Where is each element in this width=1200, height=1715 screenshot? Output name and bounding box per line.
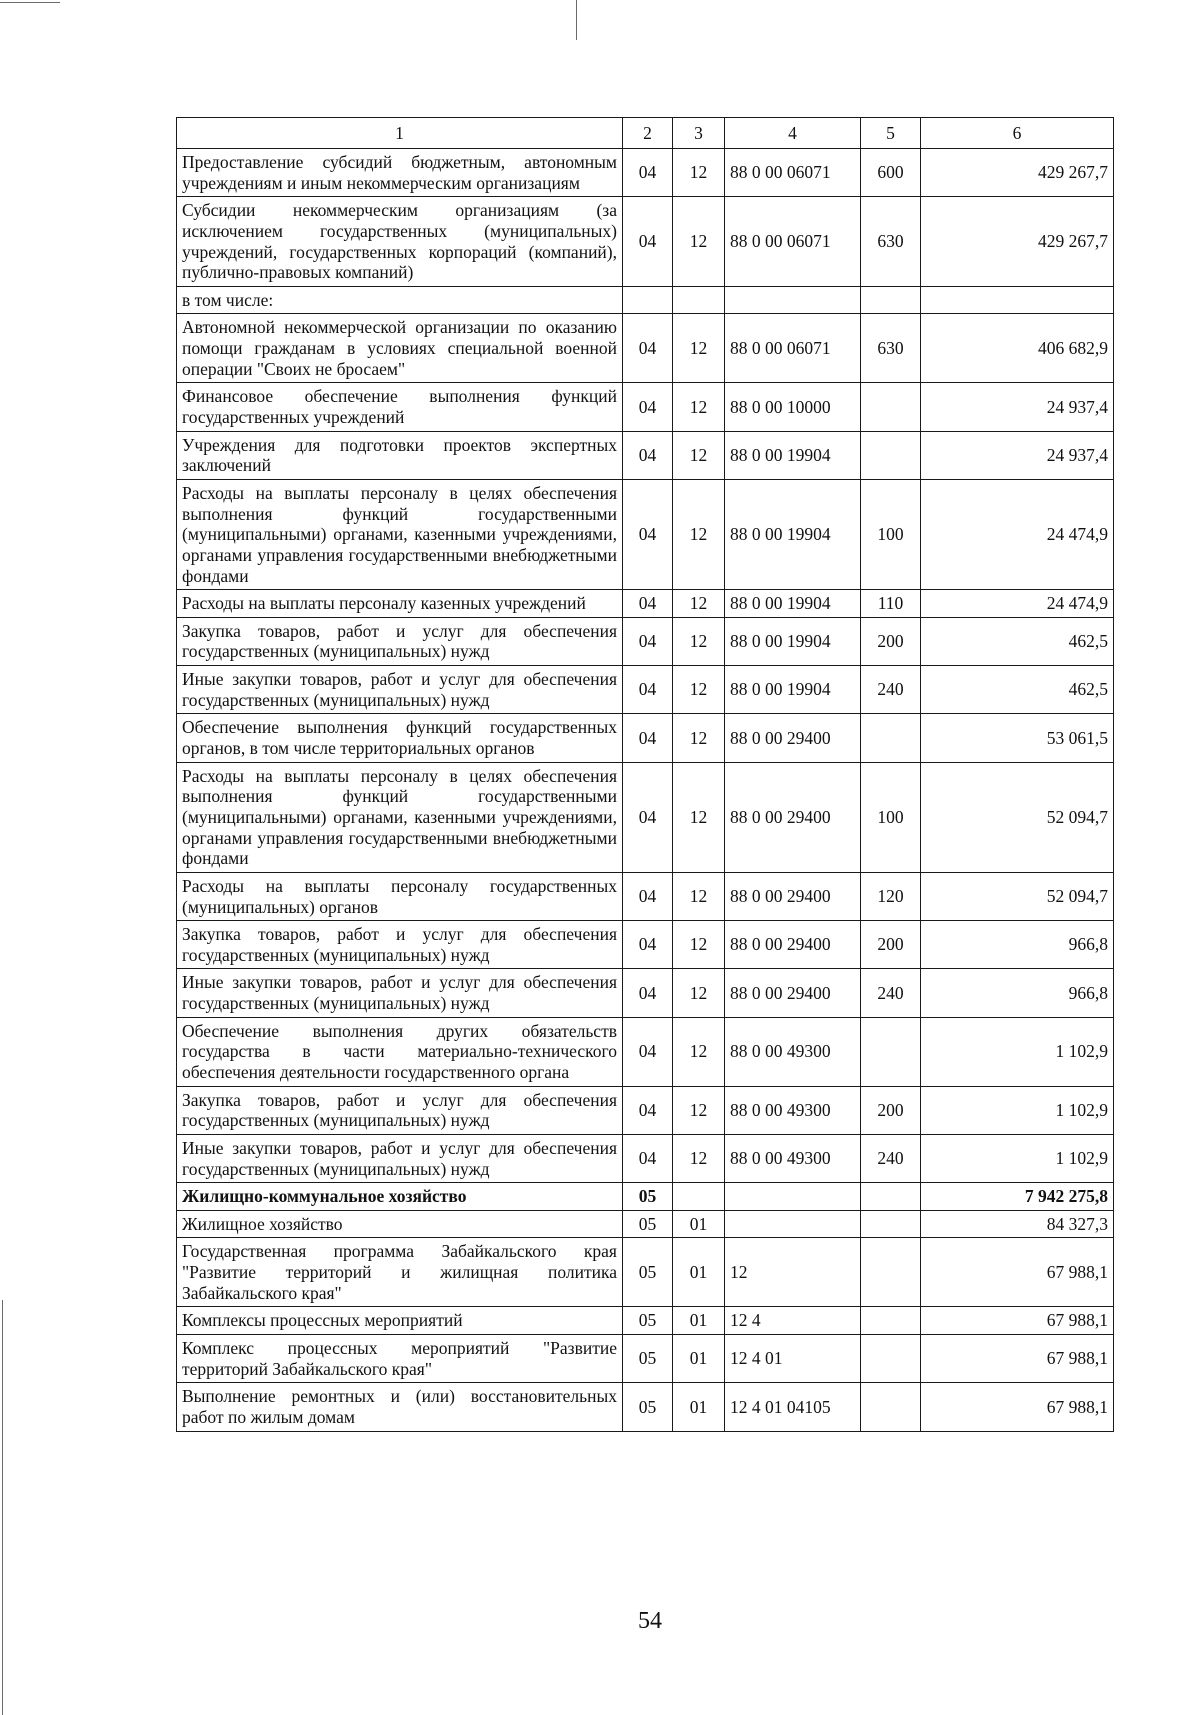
row-amount-cell: 24 474,9 (921, 590, 1114, 618)
table-row (177, 969, 1114, 1017)
header-col-4: 4 (725, 118, 861, 149)
row-subsection-cell: 12 (673, 921, 725, 969)
scan-artifact-left-edge (2, 1300, 3, 1715)
row-name-cell: Иные закупки товаров, работ и услуг для обеспечения государственных (муниципальных) нужд (177, 969, 623, 1017)
row-expense-type-cell: 100 (861, 479, 921, 589)
table-row (177, 714, 1114, 762)
table-row (177, 1210, 1114, 1238)
table-row (177, 666, 1114, 714)
row-section-cell (623, 286, 673, 314)
row-subsection-cell: 12 (673, 149, 725, 197)
page-number: 54 (638, 1608, 662, 1634)
row-amount-cell: 406 682,9 (921, 314, 1114, 383)
table-row (177, 1335, 1114, 1383)
row-section-cell: 04 (623, 149, 673, 197)
row-name-cell: Расходы на выплаты персоналу в целях обеспечения выполнения функций государственными (муниципальными) органами, казенными учреждениями, органами управления государственными внебюджетными фондами (177, 762, 623, 872)
row-subsection-cell: 12 (673, 666, 725, 714)
row-section-cell: 04 (623, 1134, 673, 1182)
row-expense-type-cell (861, 714, 921, 762)
row-subsection-cell: 12 (673, 969, 725, 1017)
row-expense-type-cell (861, 286, 921, 314)
row-section-cell: 04 (623, 590, 673, 618)
table-row (177, 921, 1114, 969)
table-row (177, 479, 1114, 589)
row-section-cell: 05 (623, 1210, 673, 1238)
row-subsection-cell: 12 (673, 1134, 725, 1182)
row-name-cell: Жилищно-коммунальное хозяйство (177, 1183, 623, 1211)
table-row (177, 1307, 1114, 1335)
row-subsection-cell: 12 (673, 590, 725, 618)
row-target-article-cell: 88 0 00 29400 (725, 762, 861, 872)
table-row (177, 617, 1114, 665)
row-expense-type-cell: 600 (861, 149, 921, 197)
row-section-cell: 04 (623, 479, 673, 589)
row-name-cell: Закупка товаров, работ и услуг для обеспечения государственных (муниципальных) нужд (177, 617, 623, 665)
row-section-cell: 04 (623, 969, 673, 1017)
row-expense-type-cell: 630 (861, 314, 921, 383)
row-amount-cell: 966,8 (921, 969, 1114, 1017)
row-amount-cell: 24 937,4 (921, 431, 1114, 479)
row-expense-type-cell: 120 (861, 872, 921, 920)
row-subsection-cell: 01 (673, 1210, 725, 1238)
row-subsection-cell: 12 (673, 762, 725, 872)
row-expense-type-cell (861, 1183, 921, 1211)
row-name-cell: Расходы на выплаты персоналу в целях обеспечения выполнения функций государственными (муниципальными) органами, казенными учреждениями, органами управления государственными внебюджетными фондами (177, 479, 623, 589)
row-subsection-cell (673, 286, 725, 314)
row-subsection-cell: 01 (673, 1335, 725, 1383)
table-row (177, 1383, 1114, 1431)
row-section-cell: 04 (623, 197, 673, 287)
row-amount-cell: 67 988,1 (921, 1238, 1114, 1307)
row-amount-cell: 53 061,5 (921, 714, 1114, 762)
row-subsection-cell: 12 (673, 383, 725, 431)
row-expense-type-cell (861, 1238, 921, 1307)
row-target-article-cell: 88 0 00 29400 (725, 714, 861, 762)
row-subsection-cell: 12 (673, 479, 725, 589)
header-col-2: 2 (623, 118, 673, 149)
row-target-article-cell (725, 1210, 861, 1238)
row-target-article-cell: 12 4 01 (725, 1335, 861, 1383)
table-row (177, 762, 1114, 872)
row-name-cell: Закупка товаров, работ и услуг для обеспечения государственных (муниципальных) нужд (177, 1086, 623, 1134)
row-amount-cell: 1 102,9 (921, 1017, 1114, 1086)
row-amount-cell: 462,5 (921, 666, 1114, 714)
row-target-article-cell: 88 0 00 29400 (725, 969, 861, 1017)
row-section-cell: 05 (623, 1183, 673, 1211)
row-target-article-cell: 12 4 01 04105 (725, 1383, 861, 1431)
row-target-article-cell: 12 (725, 1238, 861, 1307)
row-subsection-cell: 12 (673, 872, 725, 920)
scan-artifact-top-mark (576, 0, 577, 40)
row-target-article-cell: 88 0 00 10000 (725, 383, 861, 431)
row-amount-cell: 1 102,9 (921, 1086, 1114, 1134)
row-amount-cell: 84 327,3 (921, 1210, 1114, 1238)
row-expense-type-cell: 240 (861, 969, 921, 1017)
row-expense-type-cell (861, 1017, 921, 1086)
row-target-article-cell: 88 0 00 49300 (725, 1134, 861, 1182)
table-row (177, 1238, 1114, 1307)
row-section-cell: 04 (623, 714, 673, 762)
row-target-article-cell: 88 0 00 19904 (725, 479, 861, 589)
row-name-cell: Обеспечение выполнения функций государственных органов, в том числе территориальных органов (177, 714, 623, 762)
table-row (177, 431, 1114, 479)
row-expense-type-cell (861, 1210, 921, 1238)
row-target-article-cell: 88 0 00 49300 (725, 1017, 861, 1086)
row-section-cell: 04 (623, 617, 673, 665)
row-target-article-cell: 88 0 00 19904 (725, 431, 861, 479)
table-row (177, 590, 1114, 618)
row-expense-type-cell (861, 1307, 921, 1335)
table-row (177, 1183, 1114, 1211)
row-section-cell: 05 (623, 1383, 673, 1431)
row-subsection-cell: 01 (673, 1307, 725, 1335)
row-expense-type-cell: 110 (861, 590, 921, 618)
row-amount-cell: 429 267,7 (921, 197, 1114, 287)
row-amount-cell: 52 094,7 (921, 872, 1114, 920)
row-section-cell: 04 (623, 666, 673, 714)
table-row (177, 149, 1114, 197)
table-row (177, 197, 1114, 287)
table-row (177, 1017, 1114, 1086)
row-expense-type-cell: 240 (861, 666, 921, 714)
row-amount-cell: 52 094,7 (921, 762, 1114, 872)
row-section-cell: 04 (623, 314, 673, 383)
row-expense-type-cell (861, 431, 921, 479)
row-amount-cell: 7 942 275,8 (921, 1183, 1114, 1211)
row-amount-cell (921, 286, 1114, 314)
row-name-cell: Закупка товаров, работ и услуг для обеспечения государственных (муниципальных) нужд (177, 921, 623, 969)
row-subsection-cell: 12 (673, 197, 725, 287)
table-header-row (177, 118, 1114, 149)
row-expense-type-cell: 200 (861, 1086, 921, 1134)
row-expense-type-cell: 240 (861, 1134, 921, 1182)
table-row (177, 383, 1114, 431)
row-amount-cell: 67 988,1 (921, 1307, 1114, 1335)
row-name-cell: Предоставление субсидий бюджетным, автономным учреждениям и иным некоммерческим организациям (177, 149, 623, 197)
row-subsection-cell: 12 (673, 1086, 725, 1134)
table-row (177, 872, 1114, 920)
row-subsection-cell: 01 (673, 1238, 725, 1307)
row-name-cell: Субсидии некоммерческим организациям (за исключением государственных (муниципальных) учреждений, государственных корпораций (компаний), публично-правовых компаний) (177, 197, 623, 287)
row-subsection-cell: 12 (673, 314, 725, 383)
row-name-cell: Расходы на выплаты персоналу казенных учреждений (177, 590, 623, 618)
row-expense-type-cell (861, 1335, 921, 1383)
budget-table (176, 117, 1114, 1432)
header-col-1: 1 (177, 118, 623, 149)
table-row (177, 286, 1114, 314)
row-target-article-cell: 88 0 00 06071 (725, 314, 861, 383)
row-section-cell: 04 (623, 431, 673, 479)
row-name-cell: Расходы на выплаты персоналу государственных (муниципальных) органов (177, 872, 623, 920)
row-expense-type-cell: 100 (861, 762, 921, 872)
row-subsection-cell: 12 (673, 1017, 725, 1086)
row-name-cell: Комплексы процессных мероприятий (177, 1307, 623, 1335)
row-name-cell: Государственная программа Забайкальского края "Развитие территорий и жилищная политика Забайкальского края" (177, 1238, 623, 1307)
row-name-cell: Комплекс процессных мероприятий "Развитие территорий Забайкальского края" (177, 1335, 623, 1383)
row-target-article-cell: 88 0 00 49300 (725, 1086, 861, 1134)
row-name-cell: Жилищное хозяйство (177, 1210, 623, 1238)
row-section-cell: 04 (623, 1086, 673, 1134)
header-col-3: 3 (673, 118, 725, 149)
row-section-cell: 04 (623, 1017, 673, 1086)
row-subsection-cell: 12 (673, 617, 725, 665)
table-row (177, 1134, 1114, 1182)
header-col-6: 6 (921, 118, 1114, 149)
row-amount-cell: 429 267,7 (921, 149, 1114, 197)
row-target-article-cell: 88 0 00 29400 (725, 921, 861, 969)
row-amount-cell: 67 988,1 (921, 1383, 1114, 1431)
row-name-cell: в том числе: (177, 286, 623, 314)
row-target-article-cell (725, 286, 861, 314)
row-name-cell: Выполнение ремонтных и (или) восстановительных работ по жилым домам (177, 1383, 623, 1431)
row-target-article-cell: 88 0 00 19904 (725, 666, 861, 714)
scan-artifact-top-edge (0, 2, 60, 3)
table-row (177, 314, 1114, 383)
row-amount-cell: 24 937,4 (921, 383, 1114, 431)
row-section-cell: 04 (623, 872, 673, 920)
row-subsection-cell: 01 (673, 1383, 725, 1431)
row-section-cell: 05 (623, 1238, 673, 1307)
row-target-article-cell (725, 1183, 861, 1211)
row-subsection-cell: 12 (673, 714, 725, 762)
row-section-cell: 04 (623, 383, 673, 431)
row-amount-cell: 24 474,9 (921, 479, 1114, 589)
table-row (177, 1086, 1114, 1134)
budget-table-body (177, 118, 1114, 1432)
row-amount-cell: 67 988,1 (921, 1335, 1114, 1383)
row-target-article-cell: 88 0 00 06071 (725, 149, 861, 197)
row-section-cell: 05 (623, 1307, 673, 1335)
row-expense-type-cell: 200 (861, 921, 921, 969)
row-section-cell: 05 (623, 1335, 673, 1383)
row-expense-type-cell (861, 383, 921, 431)
row-name-cell: Обеспечение выполнения других обязательств государства в части материально-технического обеспечения деятельности государственного органа (177, 1017, 623, 1086)
row-target-article-cell: 12 4 (725, 1307, 861, 1335)
row-expense-type-cell (861, 1383, 921, 1431)
row-name-cell: Учреждения для подготовки проектов экспертных заключений (177, 431, 623, 479)
row-name-cell: Иные закупки товаров, работ и услуг для обеспечения государственных (муниципальных) нужд (177, 1134, 623, 1182)
row-target-article-cell: 88 0 00 06071 (725, 197, 861, 287)
row-target-article-cell: 88 0 00 29400 (725, 872, 861, 920)
row-subsection-cell (673, 1183, 725, 1211)
row-amount-cell: 462,5 (921, 617, 1114, 665)
row-name-cell: Автономной некоммерческой организации по оказанию помощи гражданам в условиях специальной военной операции "Своих не бросаем" (177, 314, 623, 383)
row-section-cell: 04 (623, 762, 673, 872)
row-target-article-cell: 88 0 00 19904 (725, 590, 861, 618)
row-amount-cell: 966,8 (921, 921, 1114, 969)
row-name-cell: Финансовое обеспечение выполнения функций государственных учреждений (177, 383, 623, 431)
row-expense-type-cell: 630 (861, 197, 921, 287)
row-target-article-cell: 88 0 00 19904 (725, 617, 861, 665)
row-expense-type-cell: 200 (861, 617, 921, 665)
header-col-5: 5 (861, 118, 921, 149)
row-section-cell: 04 (623, 921, 673, 969)
row-subsection-cell: 12 (673, 431, 725, 479)
row-name-cell: Иные закупки товаров, работ и услуг для обеспечения государственных (муниципальных) нужд (177, 666, 623, 714)
row-amount-cell: 1 102,9 (921, 1134, 1114, 1182)
